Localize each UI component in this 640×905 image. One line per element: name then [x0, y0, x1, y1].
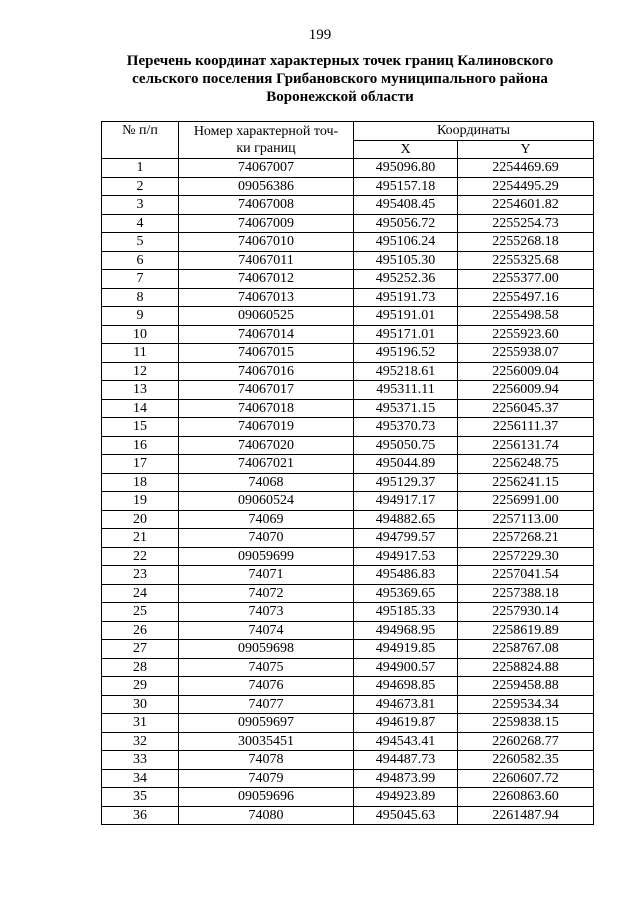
cell-x: 494799.57 [354, 529, 458, 548]
cell-point: 74068 [179, 473, 354, 492]
header-point [179, 122, 354, 159]
cell-point: 09059697 [179, 714, 354, 733]
cell-num: 35 [102, 788, 179, 807]
cell-x: 495371.15 [354, 399, 458, 418]
header-y: Y [458, 140, 594, 159]
table-row [102, 751, 594, 770]
table-row [102, 584, 594, 603]
cell-point: 74076 [179, 677, 354, 696]
table-row [102, 233, 594, 252]
cell-point: 09059698 [179, 640, 354, 659]
cell-point: 74067015 [179, 344, 354, 363]
cell-y: 2260582.35 [458, 751, 594, 770]
cell-num: 28 [102, 658, 179, 677]
cell-x: 495106.24 [354, 233, 458, 252]
cell-point: 74067010 [179, 233, 354, 252]
cell-x: 495408.45 [354, 196, 458, 215]
cell-num: 15 [102, 418, 179, 437]
cell-num: 4 [102, 214, 179, 233]
cell-x: 495369.65 [354, 584, 458, 603]
cell-point: 74067021 [179, 455, 354, 474]
cell-num: 8 [102, 288, 179, 307]
cell-x: 495196.52 [354, 344, 458, 363]
cell-num: 23 [102, 566, 179, 585]
cell-point: 74069 [179, 510, 354, 529]
title-line: Перечень координат характерных точек границ Калиновского [126, 53, 554, 69]
table-row [102, 621, 594, 640]
cell-x: 495096.80 [354, 159, 458, 178]
cell-num: 29 [102, 677, 179, 696]
table-row [102, 418, 594, 437]
cell-x: 494917.17 [354, 492, 458, 511]
cell-point: 74067011 [179, 251, 354, 270]
cell-num: 11 [102, 344, 179, 363]
cell-y: 2255497.16 [458, 288, 594, 307]
table-row [102, 510, 594, 529]
cell-x: 494919.85 [354, 640, 458, 659]
table-row [102, 658, 594, 677]
cell-point: 09060525 [179, 307, 354, 326]
cell-x: 495044.89 [354, 455, 458, 474]
cell-x: 494873.99 [354, 769, 458, 788]
table-body [102, 159, 594, 825]
cell-y: 2255325.68 [458, 251, 594, 270]
cell-y: 2255268.18 [458, 233, 594, 252]
cell-num: 5 [102, 233, 179, 252]
table-row [102, 251, 594, 270]
cell-y: 2260863.60 [458, 788, 594, 807]
cell-point: 74080 [179, 806, 354, 825]
cell-point: 74073 [179, 603, 354, 622]
table-row [102, 769, 594, 788]
cell-num: 21 [102, 529, 179, 548]
cell-x: 495218.61 [354, 362, 458, 381]
cell-x: 495252.36 [354, 270, 458, 289]
cell-num: 3 [102, 196, 179, 215]
cell-point: 74074 [179, 621, 354, 640]
cell-num: 33 [102, 751, 179, 770]
cell-point: 09059699 [179, 547, 354, 566]
cell-y: 2257930.14 [458, 603, 594, 622]
table-row [102, 159, 594, 178]
header-number [102, 122, 179, 159]
cell-num: 12 [102, 362, 179, 381]
table-row [102, 455, 594, 474]
table-row [102, 399, 594, 418]
cell-y: 2257388.18 [458, 584, 594, 603]
cell-point: 74067018 [179, 399, 354, 418]
cell-y: 2258767.08 [458, 640, 594, 659]
table-row [102, 547, 594, 566]
cell-y: 2260607.72 [458, 769, 594, 788]
cell-num: 1 [102, 159, 179, 178]
cell-num: 36 [102, 806, 179, 825]
cell-num: 18 [102, 473, 179, 492]
cell-x: 495370.73 [354, 418, 458, 437]
cell-point: 74070 [179, 529, 354, 548]
cell-y: 2256009.94 [458, 381, 594, 400]
title-line: Воронежской области [266, 89, 414, 105]
cell-y: 2259838.15 [458, 714, 594, 733]
cell-num: 25 [102, 603, 179, 622]
cell-y: 2258824.88 [458, 658, 594, 677]
cell-y: 2257268.21 [458, 529, 594, 548]
cell-num: 34 [102, 769, 179, 788]
cell-y: 2259534.34 [458, 695, 594, 714]
title-line: сельского поселения Грибановского муниципального района [132, 71, 548, 87]
cell-y: 2255498.58 [458, 307, 594, 326]
cell-point: 74067009 [179, 214, 354, 233]
cell-y: 2256248.75 [458, 455, 594, 474]
cell-y: 2255254.73 [458, 214, 594, 233]
cell-x: 495486.83 [354, 566, 458, 585]
cell-point: 74067007 [179, 159, 354, 178]
cell-num: 19 [102, 492, 179, 511]
cell-point: 74077 [179, 695, 354, 714]
table-row [102, 288, 594, 307]
table-row [102, 566, 594, 585]
cell-num: 14 [102, 399, 179, 418]
table-row [102, 732, 594, 751]
cell-x: 495050.75 [354, 436, 458, 455]
cell-num: 24 [102, 584, 179, 603]
cell-y: 2256009.04 [458, 362, 594, 381]
cell-num: 2 [102, 177, 179, 196]
cell-y: 2261487.94 [458, 806, 594, 825]
cell-point: 74067019 [179, 418, 354, 437]
cell-y: 2255938.07 [458, 344, 594, 363]
page-number: 199 [308, 27, 332, 43]
cell-y: 2254495.29 [458, 177, 594, 196]
cell-y: 2257229.30 [458, 547, 594, 566]
cell-x: 494543.41 [354, 732, 458, 751]
cell-point: 74079 [179, 769, 354, 788]
cell-x: 494900.57 [354, 658, 458, 677]
table-row [102, 640, 594, 659]
cell-point: 74067016 [179, 362, 354, 381]
cell-x: 494487.73 [354, 751, 458, 770]
cell-x: 495185.33 [354, 603, 458, 622]
table-row [102, 214, 594, 233]
cell-point: 30035451 [179, 732, 354, 751]
table-row [102, 492, 594, 511]
cell-point: 74067014 [179, 325, 354, 344]
cell-y: 2258619.89 [458, 621, 594, 640]
table-row [102, 714, 594, 733]
cell-y: 2259458.88 [458, 677, 594, 696]
cell-num: 22 [102, 547, 179, 566]
cell-y: 2256131.74 [458, 436, 594, 455]
table-row [102, 362, 594, 381]
cell-point: 09059696 [179, 788, 354, 807]
cell-x: 494619.87 [354, 714, 458, 733]
header-point-line2: ки границ [236, 141, 296, 156]
table-row [102, 695, 594, 714]
cell-num: 17 [102, 455, 179, 474]
cell-num: 27 [102, 640, 179, 659]
cell-num: 7 [102, 270, 179, 289]
table-row [102, 806, 594, 825]
header-number-label: № п/п [122, 123, 158, 138]
table-row [102, 473, 594, 492]
cell-num: 10 [102, 325, 179, 344]
header-point-line1: Номер характерной точ- [193, 124, 339, 139]
cell-x: 495191.01 [354, 307, 458, 326]
cell-num: 26 [102, 621, 179, 640]
cell-y: 2255923.60 [458, 325, 594, 344]
cell-point: 74078 [179, 751, 354, 770]
cell-x: 494968.95 [354, 621, 458, 640]
table-row [102, 196, 594, 215]
cell-y: 2254469.69 [458, 159, 594, 178]
cell-x: 495157.18 [354, 177, 458, 196]
cell-num: 16 [102, 436, 179, 455]
cell-x: 494923.89 [354, 788, 458, 807]
cell-y: 2256241.15 [458, 473, 594, 492]
cell-num: 32 [102, 732, 179, 751]
cell-num: 31 [102, 714, 179, 733]
cell-y: 2255377.00 [458, 270, 594, 289]
header-x: X [354, 140, 458, 159]
cell-x: 494882.65 [354, 510, 458, 529]
cell-x: 495171.01 [354, 325, 458, 344]
cell-num: 6 [102, 251, 179, 270]
cell-y: 2257113.00 [458, 510, 594, 529]
document-title [110, 52, 570, 106]
table-row [102, 344, 594, 363]
cell-x: 494917.53 [354, 547, 458, 566]
cell-point: 09056386 [179, 177, 354, 196]
cell-y: 2257041.54 [458, 566, 594, 585]
table-row [102, 436, 594, 455]
coordinates-table [101, 121, 594, 825]
cell-num: 30 [102, 695, 179, 714]
cell-x: 495056.72 [354, 214, 458, 233]
table-row [102, 177, 594, 196]
cell-y: 2260268.77 [458, 732, 594, 751]
header-coordinates: Координаты [354, 122, 594, 141]
table-row [102, 603, 594, 622]
cell-x: 494698.85 [354, 677, 458, 696]
cell-num: 20 [102, 510, 179, 529]
cell-x: 495311.11 [354, 381, 458, 400]
table-row [102, 325, 594, 344]
cell-point: 74071 [179, 566, 354, 585]
cell-x: 495045.63 [354, 806, 458, 825]
cell-point: 74072 [179, 584, 354, 603]
table-row [102, 381, 594, 400]
cell-point: 74075 [179, 658, 354, 677]
cell-x: 495105.30 [354, 251, 458, 270]
cell-num: 13 [102, 381, 179, 400]
cell-num: 9 [102, 307, 179, 326]
cell-x: 495129.37 [354, 473, 458, 492]
cell-point: 74067020 [179, 436, 354, 455]
cell-y: 2256991.00 [458, 492, 594, 511]
cell-point: 74067012 [179, 270, 354, 289]
table-row [102, 270, 594, 289]
cell-point: 09060524 [179, 492, 354, 511]
cell-point: 74067013 [179, 288, 354, 307]
table-row [102, 307, 594, 326]
cell-x: 494673.81 [354, 695, 458, 714]
cell-y: 2256045.37 [458, 399, 594, 418]
table-row [102, 788, 594, 807]
cell-point: 74067017 [179, 381, 354, 400]
cell-y: 2254601.82 [458, 196, 594, 215]
cell-point: 74067008 [179, 196, 354, 215]
cell-x: 495191.73 [354, 288, 458, 307]
table-row [102, 677, 594, 696]
cell-y: 2256111.37 [458, 418, 594, 437]
table-row [102, 529, 594, 548]
